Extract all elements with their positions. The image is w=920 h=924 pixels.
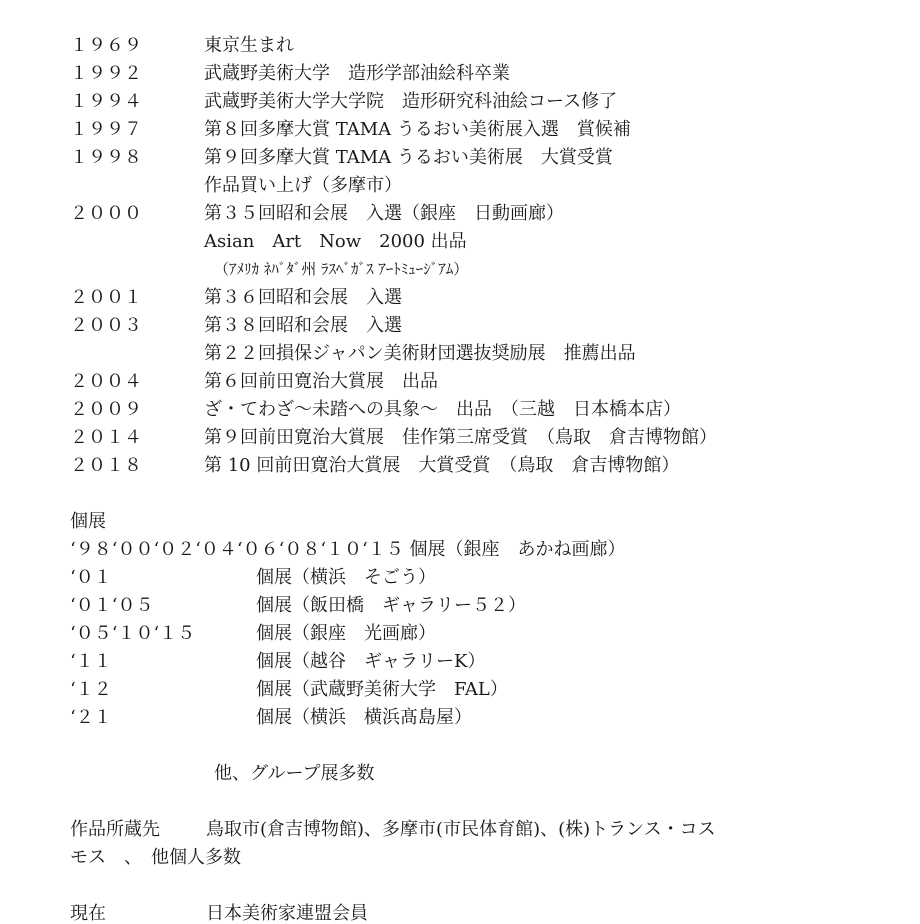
solo-desc: 個展（横浜 そごう） bbox=[256, 567, 436, 588]
history-desc: 第３８回昭和会展 入選 bbox=[204, 315, 402, 336]
solo-years: ‘０１ bbox=[70, 567, 112, 588]
solo-years: ‘１２ bbox=[70, 679, 112, 700]
history-year: ２０１８ bbox=[70, 455, 142, 476]
history-desc: 第９回前田寛治大賞展 佳作第三席受賞 （鳥取 倉吉博物館） bbox=[204, 427, 717, 448]
history-desc: 第３５回昭和会展 入選（銀座 日動画廊） bbox=[204, 203, 564, 224]
solo-first-line: ‘９８‘００‘０２‘０４‘０６‘０８‘１０‘１５ 個展（銀座 あかね画廊） bbox=[70, 539, 626, 560]
history-desc: 作品買い上げ（多摩市） bbox=[204, 175, 402, 196]
history-year: １９９２ bbox=[70, 63, 142, 84]
history-year: ２０００ bbox=[70, 203, 142, 224]
collections-label: 作品所蔵先 bbox=[70, 819, 160, 840]
solo-years: ‘２１ bbox=[70, 707, 112, 728]
history-desc: 第 10 回前田寛治大賞展 大賞受賞 （鳥取 倉吉博物館） bbox=[204, 455, 680, 476]
solo-years: ‘１１ bbox=[70, 651, 112, 672]
history-year: １９６９ bbox=[70, 35, 142, 56]
history-year: １９９８ bbox=[70, 147, 142, 168]
solo-years: ‘０５‘１０‘１５ bbox=[70, 623, 196, 644]
solo-desc: 個展（横浜 横浜髙島屋） bbox=[256, 707, 472, 728]
collections-text: 鳥取市(倉吉博物館)、多摩市(市民体育館)、(株)トランス・コス bbox=[206, 819, 716, 840]
history-year: ２００３ bbox=[70, 315, 142, 336]
history-year: ２００４ bbox=[70, 371, 142, 392]
solo-desc: 個展（飯田橋 ギャラリー５２） bbox=[256, 595, 526, 616]
group-exhibitions-note: 他、グループ展多数 bbox=[214, 763, 375, 784]
history-desc: 東京生まれ bbox=[204, 35, 294, 56]
solo-desc: 個展（武蔵野美術大学 FAL） bbox=[256, 679, 508, 700]
history-desc: 武蔵野美術大学大学院 造形研究科油絵コース修了 bbox=[204, 91, 618, 112]
history-year: ２００９ bbox=[70, 399, 142, 420]
history-desc: Asian Art Now 2000 出品 bbox=[204, 231, 467, 252]
history-year: １９９７ bbox=[70, 119, 142, 140]
history-desc: ざ・てわざ～未踏への具象～ 出品 （三越 日本橋本店） bbox=[204, 399, 681, 420]
history-note: （ｱﾒﾘｶ ﾈﾊﾞﾀﾞ州 ﾗｽﾍﾞｶﾞｽ ｱｰﾄﾐｭｰｼﾞｱﾑ） bbox=[214, 260, 469, 278]
solo-desc: 個展（越谷 ギャラリーK） bbox=[256, 651, 486, 672]
history-year: ２０１４ bbox=[70, 427, 142, 448]
history-desc: 第３６回昭和会展 入選 bbox=[204, 287, 402, 308]
solo-years: ‘０１‘０５ bbox=[70, 595, 154, 616]
history-year: １９９４ bbox=[70, 91, 142, 112]
current-label: 現在 bbox=[70, 903, 106, 924]
collections-text-cont: モス 、 他個人多数 bbox=[70, 847, 241, 868]
history-desc: 第６回前田寛治大賞展 出品 bbox=[204, 371, 438, 392]
solo-desc: 個展（銀座 光画廊） bbox=[256, 623, 436, 644]
history-year: ２００１ bbox=[70, 287, 142, 308]
history-desc: 第９回多摩大賞 TAMA うるおい美術展 大賞受賞 bbox=[204, 147, 613, 168]
history-desc: 武蔵野美術大学 造形学部油絵科卒業 bbox=[204, 63, 510, 84]
history-desc: 第２２回損保ジャパン美術財団選抜奨励展 推薦出品 bbox=[204, 343, 636, 364]
solo-heading: 個展 bbox=[70, 511, 106, 532]
current-text: 日本美術家連盟会員 bbox=[206, 903, 368, 924]
history-desc: 第８回多摩大賞 TAMA うるおい美術展入選 賞候補 bbox=[204, 119, 631, 140]
